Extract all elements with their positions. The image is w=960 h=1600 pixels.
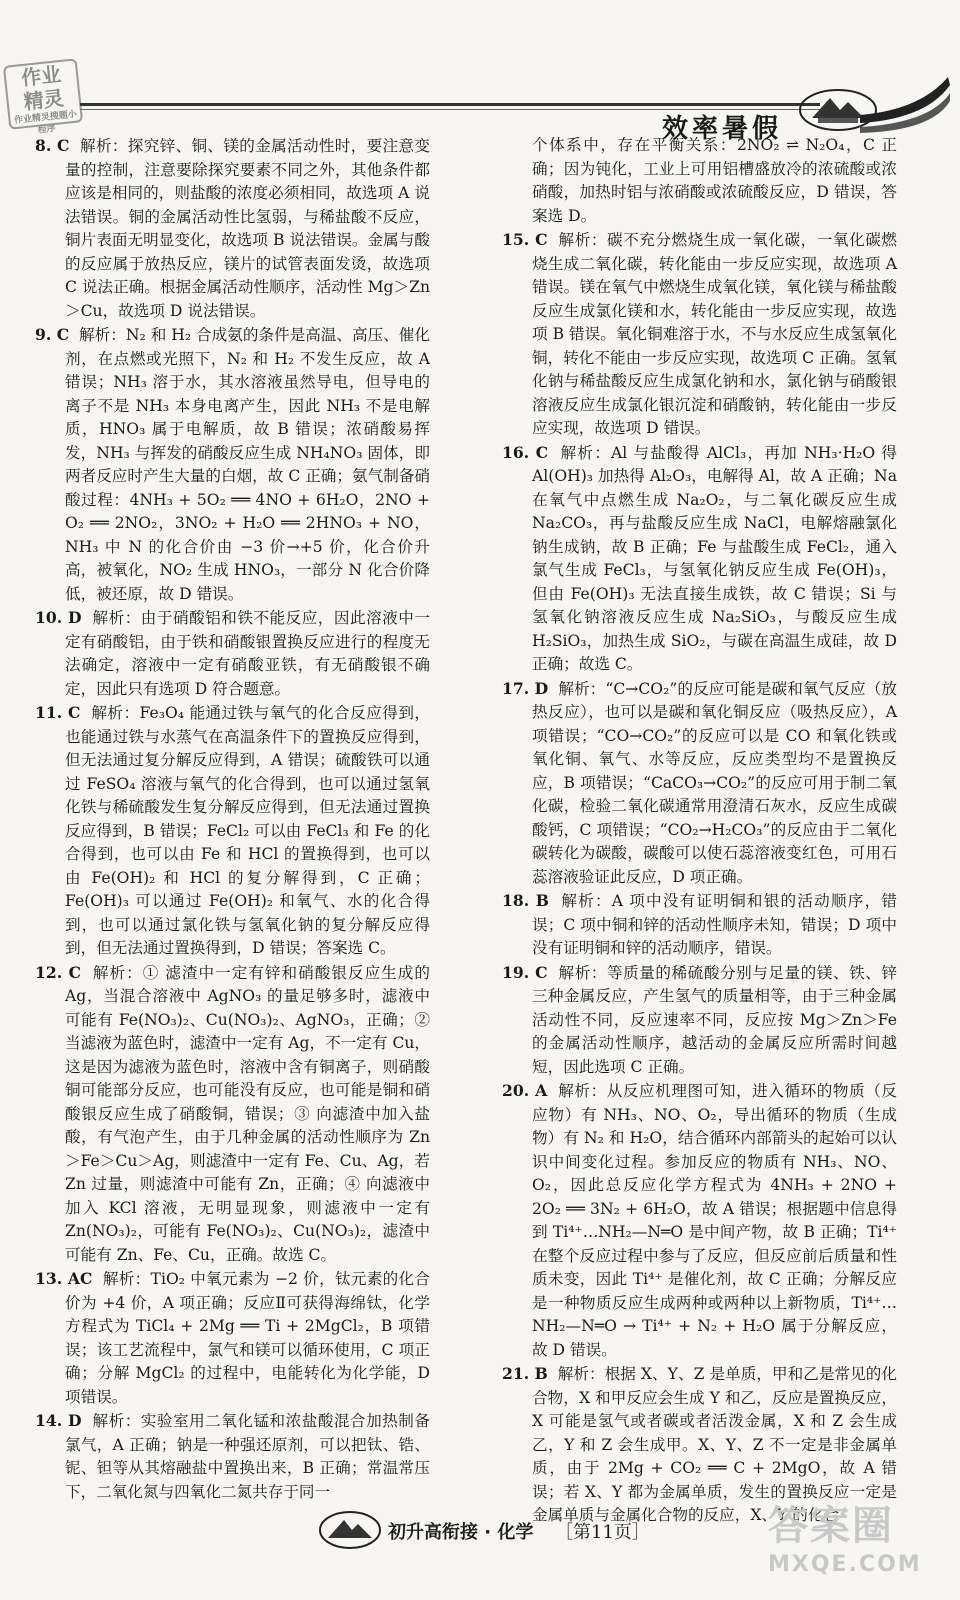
answer-item-10: 10. D 解析：由于硝酸铝和铁不能反应，因此溶液中一定有硝酸铝，由于铁和硝酸银置换反应进行的程度无法确定，溶液中一定有硝酸亚铁，有无硝酸银不确定，因此只有选项 D 符合题意。 [35, 608, 430, 698]
left-column [35, 134, 430, 1504]
right-column [502, 134, 897, 1528]
answer-item-18: 18. B 解析：A 项中没有证明铜和银的活动顺序，错误；C 项中铜和锌的活动性顺序未知，错误；D 项中没有证明铜和锌的活动顺序，错误。 [502, 891, 897, 957]
site-watermark: 答案圈 MXQE.COM [768, 1503, 922, 1577]
answer-item-8: 8. C 解析：探究锌、铜、镁的金属活动性时，要注意变量的控制，注意要除探究要素不同之外，其他条件都应该是相同的，则盐酸的浓度必须相同，故选项 A 说法错误。铜的金属活动性比氢弱，与稀盐酸不反应，铜片表面无明显变化，故选项 B 说法错误。金属与酸的反应属于放热反应，镁片的试管表面发烫，故选项 C 说法正确。根据金属活动性顺序，活动性 Mg＞Zn＞Cu，故选项 D 说法错误。 [35, 136, 430, 320]
answer-item-19: 19. C 解析：等质量的稀硫酸分别与足量的镁、铁、锌三种金属反应，产生氢气的质量相等，由于三种金属活动性不同，反应速率不同，反应按 Mg＞Zn＞Fe 的金属活动性顺序，越活动的金属反应所需时间越短，因此选项 C 正确。 [502, 962, 897, 1076]
answer-item-9: 9. C 解析：N₂ 和 H₂ 合成氨的条件是高温、高压、催化剂，在点燃或光照下，N₂ 和 H₂ 不发生反应，故 A 错误；NH₃ 溶于水，其水溶液虽然导电，但导电的离子不是 NH₃ 本身电离产生，因此 NH₃ 不是电解质，HNO₃ 属于电解质，故 B 错误；浓硝酸易挥发，NH₃ 与挥发的硝酸反应生成 NH₄NO₃ 固体，即两者反应时产生大量的白烟，故 C 正确；氨气制备硝酸过程：4NH₃ + 5O₂ ══ 4NO + 6H₂O，2NO + O₂ ══ 2NO₂，3NO₂ + H₂O ══ 2HNO₃ + NO，NH₃ 中 N 的化合价由 −3 价→+5 价，化合价升高，被氧化，NO₂ 生成 HNO₃，一部分 N 化合价降低，被还原，故 D 错误。 [35, 325, 430, 603]
answer-item-11: 11. C 解析：Fe₃O₄ 能通过铁与氧气的化合反应得到，也能通过铁与水蒸气在高温条件下的置换反应得到，但无法通过复分解反应得到，A 错误；硫酸铁可以通过 FeSO₄ 溶液与氧气的化合得到，也可以通过氢氧化铁与稀硫酸发生复分解反应得到，但无法通过置换反应得到，B 错误；FeCl₂ 可以由 FeCl₃ 和 Fe 的化合得到，也可以由 Fe 和 HCl 的置换得到，也可以由 Fe(OH)₂ 和 HCl 的复分解得到，C 正确；Fe(OH)₃ 可以通过 Fe(OH)₂ 和氧气、水的化合得到，也可以通过氯化铁与氢氧化钠的复分解反应得到，但无法通过置换得到，D 错误；答案选 C。 [35, 703, 430, 957]
answer-item-15: 15. C 解析：碳不充分燃烧生成一氧化碳，一氧化碳燃烧生成二氧化碳，转化能由一步反应实现，故选项 A 错误。镁在氧气中燃烧生成氧化镁，氧化镁与稀盐酸反应生成氯化镁和水，转化能由一步反应实现，故选项 B 错误。氧化铜难溶于水，不与水反应生成氢氧化铜，转化不能由一步反应实现，故选项 C 正确。氢氧化钠与稀盐酸反应生成氯化钠和水，氯化钠与硝酸银溶液反应生成氯化银沉淀和硝酸钠，转化能由一步反应实现，故选项 D 错误。 [502, 230, 897, 437]
watermark-stamp: 作业 精灵 作业精灵搜题小程序 [3, 58, 83, 129]
answer-item-14: 14. D 解析：实验室用二氧化锰和浓盐酸混合加热制备氯气，A 正确；钠是一种强还原剂，可以把钛、锆、铌、钽等从其熔融盐中置换出来，B 正确；常温常压下，二氧化氮与四氧化二氮共存于同一 [35, 1411, 430, 1501]
footer-book-title: 初升高衔接 · 化学 [388, 1522, 534, 1543]
page-header [0, 0, 960, 144]
answer-item-13: 13. AC 解析：TiO₂ 中氧元素为 −2 价，钛元素的化合价为 +4 价，A 项正确；反应Ⅱ可获得海绵钛，化学方程式为 TiCl₄ + 2Mg ══ Ti + 2MgCl₂，B 项错误；该工艺流程中，氯气和镁可以循环使用，C 项正确；分解 MgCl₂ 的过程中，电能转化为化学能，D 项错误。 [35, 1269, 431, 1406]
page-number: ［第11页］ [555, 1522, 650, 1543]
answer-item-14-continued: 个体系中，存在平衡关系：2NO₂ ⇌ N₂O₄，C 正确；因为钝化，工业上可用铝槽盛放冷的浓硫酸或浓硝酸，加热时铝与浓硝酸或浓硫酸反应，D 错误，答案选 D。 [532, 136, 897, 225]
answer-item-12: 12. C 解析：① 滤渣中一定有锌和硝酸银反应生成的 Ag，当混合溶液中 AgNO₃ 的量足够多时，滤液中可能有 Fe(NO₃)₂、Cu(NO₃)₂、AgNO₃，正确；② 当滤液为蓝色时，滤渣中一定有 Ag，不一定有 Cu，这是因为滤液为蓝色时，溶液中含有铜离子，则硝酸铜可能部分反应，也可能没有反应，也可能是铜和硝酸银反应生成了硝酸铜，错误；③ 向滤渣中加入盐酸，有气泡产生，由于几种金属的活动性顺序为 Zn＞Fe＞Cu＞Ag，则滤渣中一定有 Fe、Cu、Ag，若 Zn 过量，则滤渣中可能有 Zn，正确；④ 向滤液中加入 KCl 溶液，无明显现象，则滤液中一定有 Zn(NO₃)₂，可能有 Fe(NO₃)₂、Cu(NO₃)₂，滤渣中可能有 Zn、Fe、Cu，正确。故选 C。 [35, 962, 431, 1264]
answer-item-17: 17. D 解析：“C→CO₂”的反应可能是碳和氧气反应（放热反应），也可以是碳和氧化铜反应（吸热反应），A 项错误；“CO→CO₂”的反应可以是 CO 和氧化铁或氧化铜、氧气、水等反应，反应类型均不是置换反应，B 项错误；“CaCO₃→CO₂”的反应可用于制二氧化碳，检验二氧化碳通常用澄清石灰水，反应生成碳酸钙，C 项错误；“CO₂→H₂CO₃”的反应由于二氧化碳转化为碳酸，碳酸可以使石蕊溶液变红色，可用石蕊溶液验证此反应，D 项正确。 [502, 678, 897, 886]
answer-item-21: 21. B 解析：根据 X、Y、Z 是单质，甲和乙是常见的化合物，X 和甲反应会生成 Y 和乙，反应是置换反应，X 可能是氢气或者碳或者活泼金属，X 和 Z 会生成乙，Y 和 Z 会生成甲。X、Y、Z 不一定是非金属单质，由于 2Mg + CO₂ ══ C + 2MgO，故 A 错误；若 X、Y 都为金属单质，发生的置换反应一定是金属单质与金属化合物的反应，X、Y 的化合 [502, 1364, 897, 1524]
answer-item-20: 20. A 解析：从反应机理图可知，进入循环的物质（反应物）有 NH₃、NO、O₂，导出循环的物质（生成物）有 N₂ 和 H₂O，结合循环内部箭头的起始可以认识中间变化过程。参加反应的物质有 NH₃、NO、O₂，因此总反应化学方程式为 4NH₃ + 2NO + 2O₂ ══ 3N₂ + 6H₂O，故 A 错误；根据题中信息得到 Ti⁴⁺…NH₂—N═O 是中间产物，故 B 正确；Ti⁴⁺ 在整个反应过程中参与了反应，但反应前后质量和性质未变，因此 Ti⁴⁺ 是催化剂，故 C 正确；分解反应是一种物质反应生成两种或两种以上新物质，Ti⁴⁺…NH₂—N═O → Ti⁴⁺ + N₂ + H₂O 属于分解反应，故 D 错误。 [502, 1081, 897, 1359]
header-rule [80, 103, 820, 106]
series-brand: 效率暑假 [661, 114, 782, 144]
answer-item-16: 16. C 解析：Al 与盐酸得 AlCl₃，再加 NH₃·H₂O 得 Al(OH)₃ 加热得 Al₂O₃，电解得 Al，故 A 正确；Na 在氧气中点燃生成 Na₂O₂，与二氧化碳反应生成 Na₂CO₃，再与盐酸反应生成 NaCl，电解熔融氯化钠生成钠，故 B 正确；Fe 与盐酸生成 FeCl₂，通入氯气生成 FeCl₃，与氢氧化钠反应生成 Fe(OH)₃，但由 Fe(OH)₃ 无法直接生成铁，故 C 错误；Si 与氢氧化钠溶液反应生成 Na₂SiO₃，与酸反应生成 H₂SiO₃，加热生成 SiO₂，与碳在高温生成硅，故 D 正确；故选 C。 [502, 442, 897, 673]
footer-logo-icon [318, 1510, 382, 1550]
